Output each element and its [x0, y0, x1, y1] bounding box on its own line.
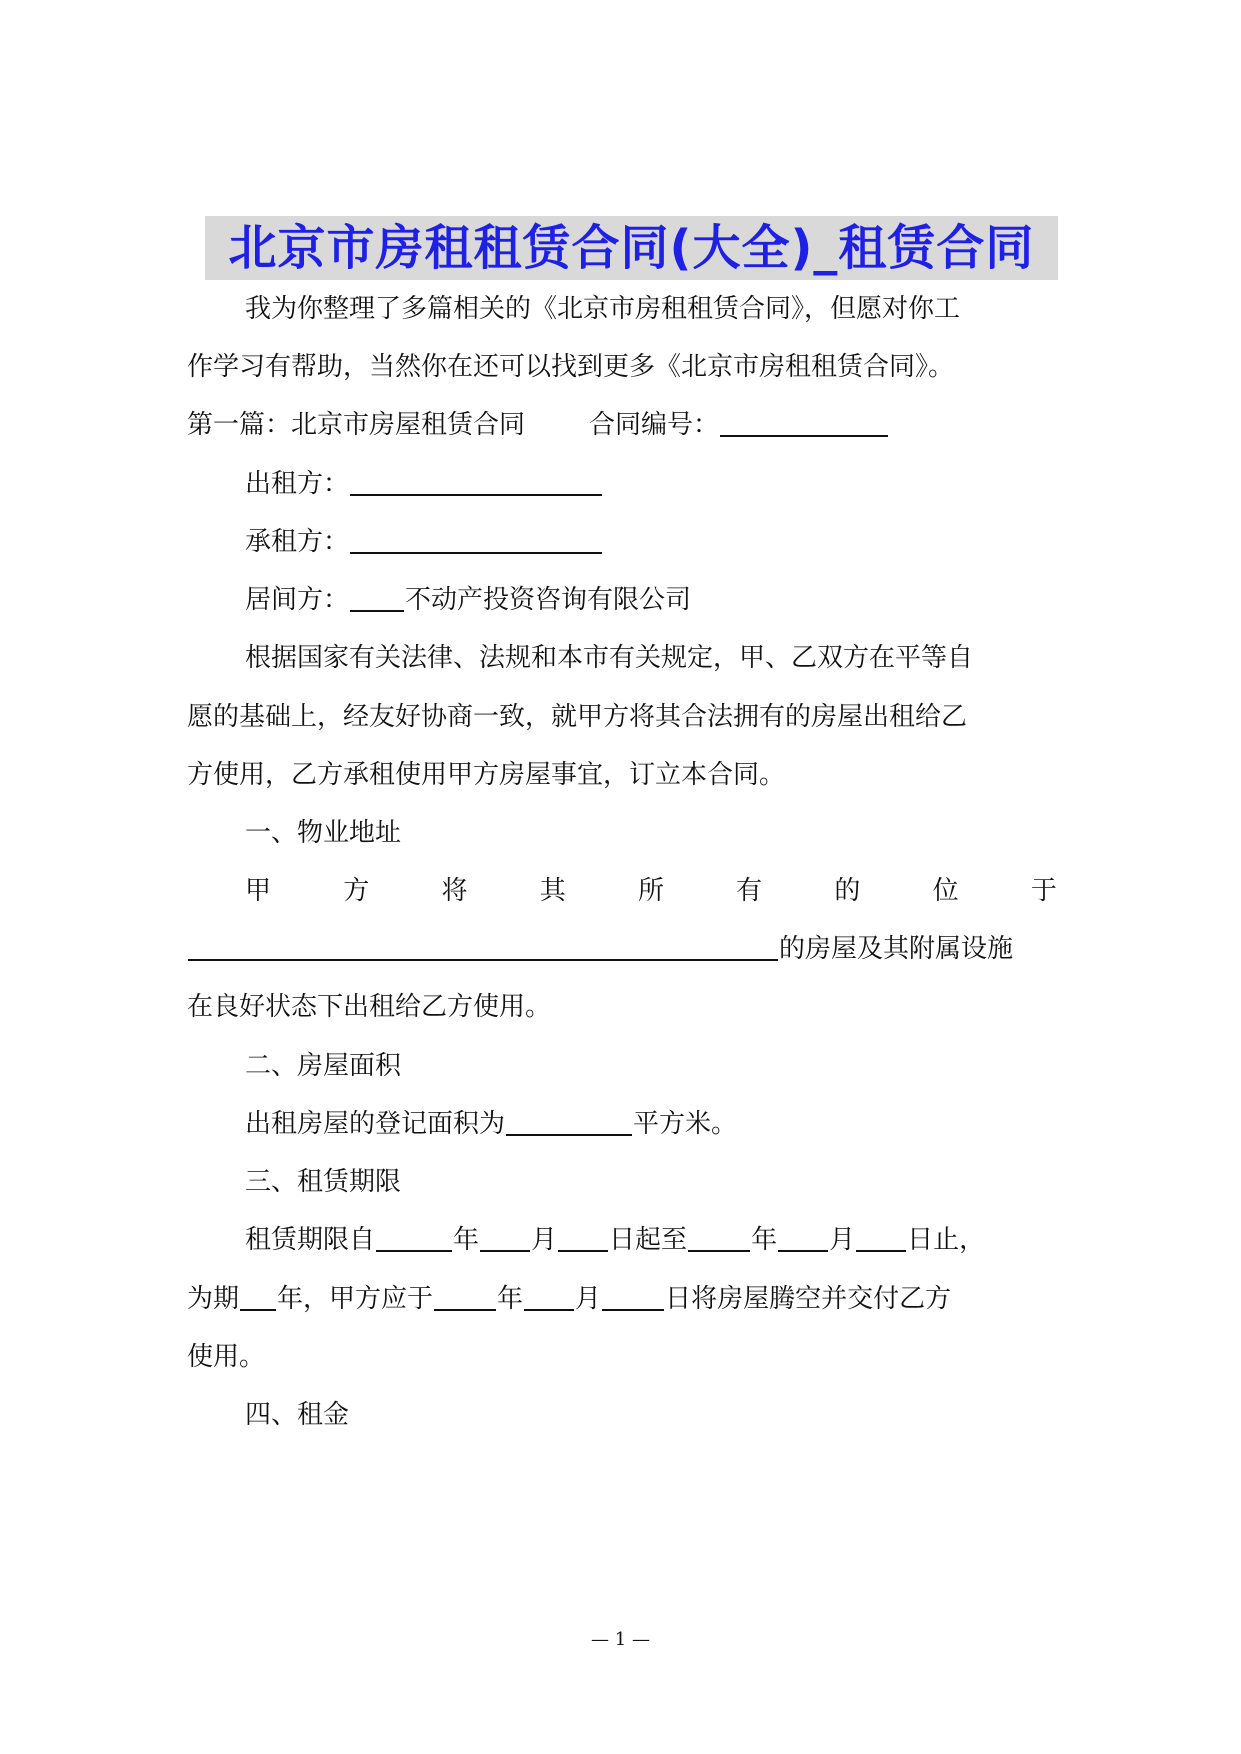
end-month-blank [778, 1220, 828, 1252]
section-3-heading: 三、租赁期限 [245, 1167, 402, 1197]
preamble-line-1: 根据国家有关法律、法规和本市有关规定，甲、乙双方在平等自 [245, 643, 974, 673]
start-month-blank [480, 1220, 530, 1252]
handover-year-blank [434, 1279, 496, 1311]
section-1-heading: 一、物业地址 [245, 818, 402, 848]
spread-char: 的 [834, 876, 861, 906]
term-text: 月 [531, 1225, 558, 1255]
lessor-label: 出租方： [245, 469, 350, 499]
end-day-blank [856, 1220, 906, 1252]
intro-line-1: 我为你整理了多篇相关的《北京市房租租赁合同》，但愿对你工 [245, 294, 961, 324]
area-blank [506, 1104, 632, 1136]
spread-char: 其 [539, 876, 566, 906]
document-title: 北京市房租租赁合同(大全)_租赁合同 [205, 216, 1058, 280]
lessee-label: 承租方： [245, 527, 350, 557]
term-text: 年 [497, 1284, 524, 1314]
term-text: 日起至 [609, 1225, 688, 1255]
spread-char: 方 [343, 876, 370, 906]
spread-char: 有 [736, 876, 763, 906]
spread-char: 所 [637, 876, 664, 906]
address-suffix: 的房屋及其附属设施 [779, 934, 1014, 964]
end-year-blank [688, 1220, 750, 1252]
contract-number-blank [720, 405, 888, 437]
intro-line-2: 作学习有帮助，当然你在还可以找到更多《北京市房租租赁合同》。 [187, 352, 955, 382]
preamble-line-2: 愿的基础上，经友好协商一致，就甲方将其合法拥有的房屋出租给乙 [187, 702, 968, 732]
handover-day-blank [602, 1279, 664, 1311]
term-text: 租赁期限自 [245, 1225, 376, 1255]
spread-char: 位 [932, 876, 959, 906]
area-line [245, 1104, 1057, 1144]
lessee-line [245, 522, 1057, 562]
section-1-spread-line [245, 871, 1057, 911]
term-text: 年，甲方应于 [277, 1284, 434, 1314]
lessor-blank [350, 464, 602, 496]
section-1-address-line [187, 929, 1057, 969]
broker-company: 不动产投资咨询有限公司 [405, 585, 692, 615]
duration-years-blank [240, 1279, 276, 1311]
term-text: 月 [575, 1284, 602, 1314]
lessee-blank [350, 522, 602, 554]
term-line-2 [187, 1279, 1057, 1319]
spread-char: 将 [441, 876, 468, 906]
term-text: 日将房屋腾空并交付乙方 [665, 1284, 952, 1314]
term-line-3: 使用。 [187, 1342, 266, 1372]
start-year-blank [376, 1220, 452, 1252]
section-1-line-3: 在良好状态下出租给乙方使用。 [187, 992, 552, 1022]
broker-blank [350, 580, 404, 612]
term-text: 月 [829, 1225, 856, 1255]
spread-char: 于 [1030, 876, 1057, 906]
lessor-line [245, 464, 1057, 504]
handover-month-blank [524, 1279, 574, 1311]
contract-number-label: 合同编号： [589, 410, 720, 440]
section-4-heading: 四、租金 [245, 1400, 350, 1430]
term-line-1 [245, 1220, 1057, 1260]
page-number: — 1 — [591, 1629, 650, 1650]
broker-label: 居间方： [245, 585, 350, 615]
broker-line [245, 580, 1057, 620]
area-prefix: 出租房屋的登记面积为 [245, 1109, 506, 1139]
term-text: 年 [751, 1225, 778, 1255]
area-suffix: 平方米。 [633, 1109, 738, 1139]
spread-char: 甲 [245, 876, 272, 906]
term-text: 日止， [907, 1225, 986, 1255]
address-blank [188, 929, 778, 961]
term-text: 年 [453, 1225, 480, 1255]
term-text: 为期 [187, 1284, 240, 1314]
first-contract-heading [187, 405, 1057, 445]
section-2-heading: 二、房屋面积 [245, 1051, 402, 1081]
first-contract-title: 第一篇：北京市房屋租赁合同 [187, 410, 526, 440]
start-day-blank [558, 1220, 608, 1252]
preamble-line-3: 方使用，乙方承租使用甲方房屋事宜，订立本合同。 [187, 760, 786, 790]
